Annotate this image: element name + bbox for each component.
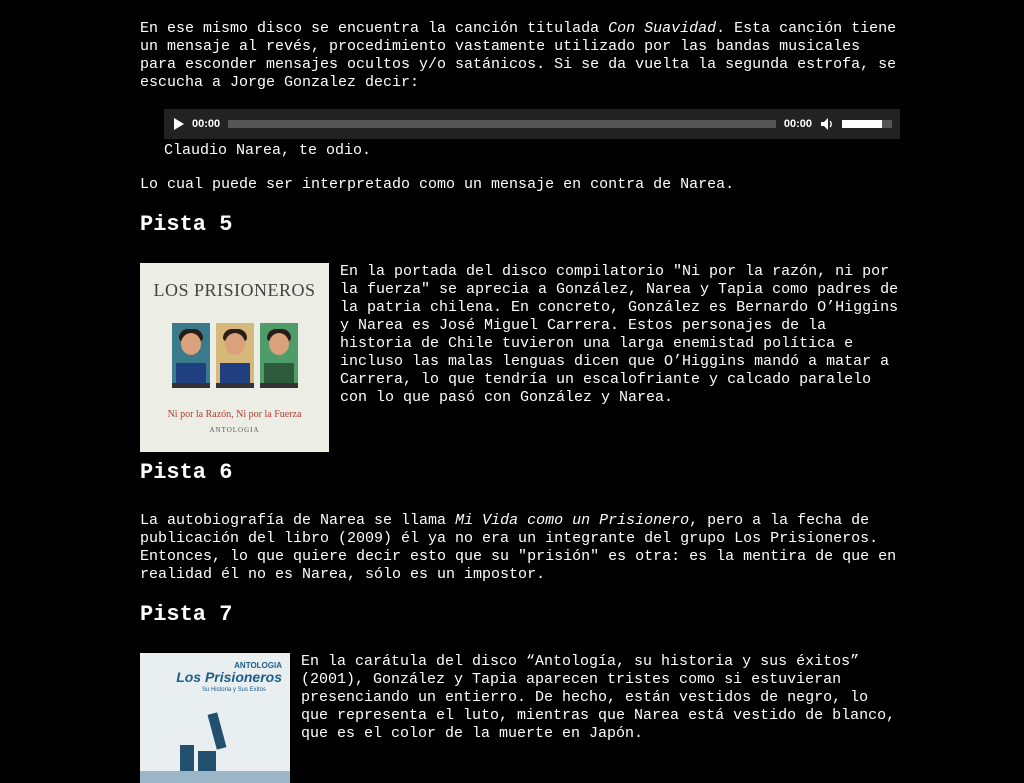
portrait xyxy=(260,323,298,383)
pista-7-text: En la carátula del disco “Antología, su historia y sus éxitos” (2001), González y Tapia aparecen tristes como si estuvieran presenciando un entierro. De hecho, están vestidos de negro, lo que representa el luto, mientras que Narea está vestido de blanco, que es el color de la muerte en Japón. xyxy=(301,653,896,742)
pista-7-section xyxy=(140,653,900,783)
pista-5-section xyxy=(140,263,900,452)
intro-paragraph xyxy=(140,20,900,92)
cover-figure xyxy=(198,751,216,771)
progress-rail[interactable] xyxy=(228,120,776,128)
intro-text-end: . Esta canción tiene un mensaje al revés, procedimiento vastamente utilizado por las bandas musicales para esconder mensajes ocultos y/o satánicos. Si se da vuelta la segunda estrofa, se escucha a Jorge Gonzalez decir: xyxy=(140,20,897,91)
heading-pista-5: Pista 5 xyxy=(140,212,233,237)
portrait xyxy=(216,323,254,383)
cover-title: Los Prisioneros xyxy=(176,669,282,685)
cover-subtitle: Ni por la Razón, Ni por la Fuerza xyxy=(167,409,302,420)
pista-6-text xyxy=(140,512,900,584)
volume-level xyxy=(842,120,882,128)
intro-text: En ese mismo disco se encuentra la canción titulada xyxy=(140,20,609,37)
cover-title: LOS PRISIONEROS xyxy=(153,280,316,300)
heading-pista-7: Pista 7 xyxy=(140,602,233,627)
portrait xyxy=(172,323,210,383)
duration-time: 00:00 xyxy=(783,118,812,130)
reversed-quote: Claudio Narea, te odio. xyxy=(164,142,372,159)
cover-figure xyxy=(208,712,227,749)
pista-6-text-end: , pero a la fecha de publicación del libro (2009) él ya no era un integrante del grupo Los Prisioneros. Entonces, lo que quiere decir esto que su "prisión" es otra: es la mentira de que en realidad él no es Narea, sólo es un impostor. xyxy=(140,512,897,583)
song-title: Con Suavidad xyxy=(608,20,717,37)
current-time: 00:00 xyxy=(192,118,221,130)
speaker-icon[interactable] xyxy=(820,117,834,131)
book-title: Mi Vida como un Prisionero xyxy=(455,512,690,529)
play-icon[interactable] xyxy=(174,118,184,130)
cover-ground xyxy=(140,771,290,783)
article-content xyxy=(140,20,900,783)
cover-figure xyxy=(180,745,194,771)
portrait-plates xyxy=(172,383,298,388)
pista-6-text-start: La autobiografía de Narea se llama xyxy=(140,512,456,529)
volume-slider[interactable] xyxy=(842,120,892,128)
audio-player xyxy=(164,109,900,139)
cover-label: ANTOLOGIA xyxy=(209,426,260,434)
cover-label: ANTOLOGIA xyxy=(234,661,282,670)
cover-subtitle: Su Historia y Sus Exitos xyxy=(201,687,266,693)
album-cover-ni-por-la-razon xyxy=(140,263,329,452)
heading-pista-6: Pista 6 xyxy=(140,460,233,485)
interpretation-paragraph: Lo cual puede ser interpretado como un mensaje en contra de Narea. xyxy=(140,176,735,193)
cover-portraits xyxy=(172,323,298,383)
album-cover-antologia xyxy=(140,653,290,783)
pista-5-text: En la portada del disco compilatorio "Ni por la razón, ni por la fuerza" se aprecia a González, Narea y Tapia como padres de la patria chilena. En concreto, González es Bernardo O’Higgins y Narea es José Miguel Carrera. Estos personajes de la historia de Chile tuvieron una larga enemistad política e incluso las malas lenguas dicen que O’Higgins mandó a matar a Carrera, lo que tendría un escalofriante y calcado paralelo con lo que pasó con González y Narea. xyxy=(340,263,899,406)
